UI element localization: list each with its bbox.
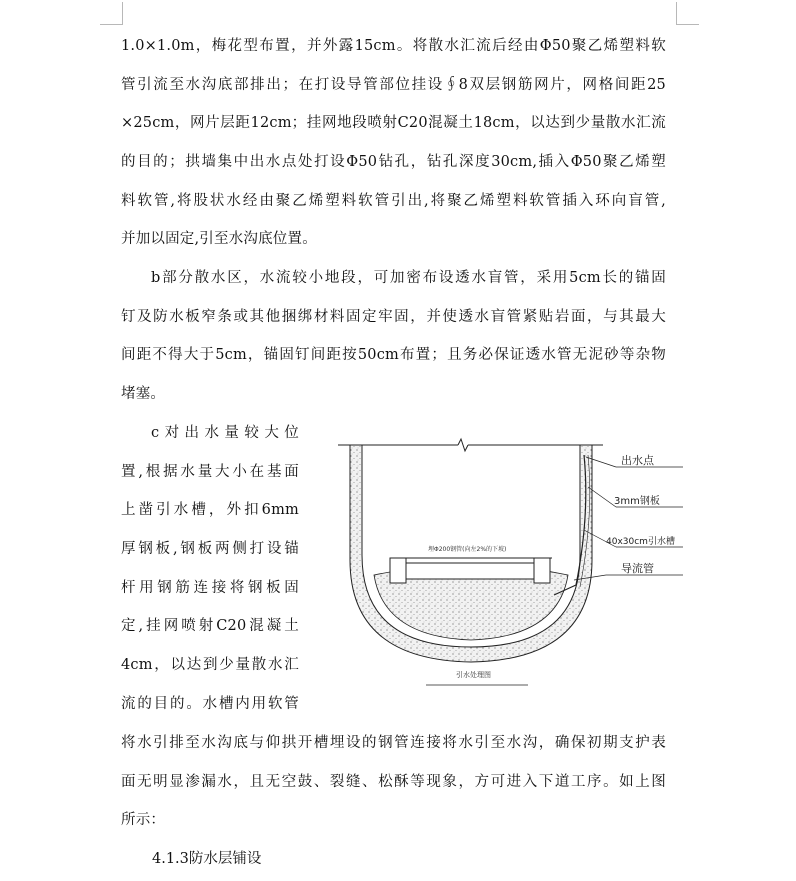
text-line: 面无明显渗漏水，且无空鼓、裂缝、松酥等现象，方可进入下道工序。如上图: [121, 773, 666, 790]
drain-trench: [406, 563, 534, 579]
side-ditch-left: [390, 558, 406, 583]
paragraph-drainage-pipes: [121, 27, 666, 259]
text-line: 所示：: [121, 812, 166, 829]
label-pipe-note: 埋Φ200钢管(向左2%的下坡): [428, 546, 507, 553]
side-ditch-right: [534, 558, 550, 583]
text-line: 上凿引水槽，外扣6mm: [121, 502, 299, 519]
text-line: ×25cm，网片层距12cm；挂网地段喷射C20混凝土18cm，以达到少量散水汇流: [121, 115, 666, 132]
label-steel-plate: 3mm钢板: [614, 496, 660, 507]
page-corner-mark-right: [676, 2, 699, 25]
text-line: c对出水量较大位: [151, 425, 299, 441]
text-line: b部分散水区，水流较小地段，可加密布设透水盲管，采用5cm长的锚固: [151, 270, 666, 286]
text-line: 的目的；拱墙集中出水点处打设Φ50钻孔，钻孔深度30cm,插入Φ50聚乙烯塑: [121, 154, 666, 171]
text-line: 将水引排至水沟底与仰拱开槽埋设的钢管连接将水引至水沟，确保初期支护表: [121, 735, 666, 751]
text-line: 钉及防水板窄条或其他捆绑材料固定牢固，并使透水盲管紧贴岩面，与其最大: [121, 308, 666, 325]
text-line: 料软管,将股状水经由聚乙烯塑料软管引出,将聚乙烯塑料软管插入环向盲管,: [121, 192, 666, 209]
text-line: 1.0×1.0m，梅花型布置，并外露15cm。将散水汇流后经由Φ50聚乙烯塑料软: [121, 38, 666, 54]
text-line: 堵塞。: [121, 386, 166, 403]
paragraph-continuation: [121, 724, 666, 840]
drainage-diagram: [338, 425, 683, 691]
paragraph-b-scattered-water: [121, 259, 666, 414]
text-line: 置,根据水量大小在基面: [121, 463, 299, 480]
text-line: 管引流至水沟底部排出；在打设导管部位挂设∮8双层钢筋网片，网格间距25: [121, 76, 666, 93]
paragraph-c-large-water: [121, 414, 299, 724]
label-water-groove: 40x30cm引水槽: [606, 537, 675, 547]
text-line: 厚钢板,钢板两侧打设锚: [121, 541, 299, 558]
page-corner-mark-left: [100, 2, 123, 25]
text-line: 并加以固定,引至水沟底位置。: [121, 231, 317, 248]
break-mark: [458, 439, 468, 451]
label-water-point: 出水点: [621, 454, 654, 467]
text-line: 间距不得大于5cm，锚固钉间距按50cm布置；且务必保证透水管无泥砂等杂物: [121, 347, 666, 364]
text-line: 定,挂网喷射C20混凝土: [121, 618, 299, 635]
label-guide-pipe: 导流管: [621, 562, 654, 575]
figure-caption: 引水处理图: [456, 671, 491, 679]
text-line: 杆用钢筋连接将钢板固: [121, 579, 299, 596]
section-heading: 4.1.3防水层铺设: [152, 851, 262, 867]
text-line: 4cm，以达到少量散水汇: [121, 657, 299, 674]
text-line: 流的目的。水槽内用软管: [121, 695, 299, 712]
